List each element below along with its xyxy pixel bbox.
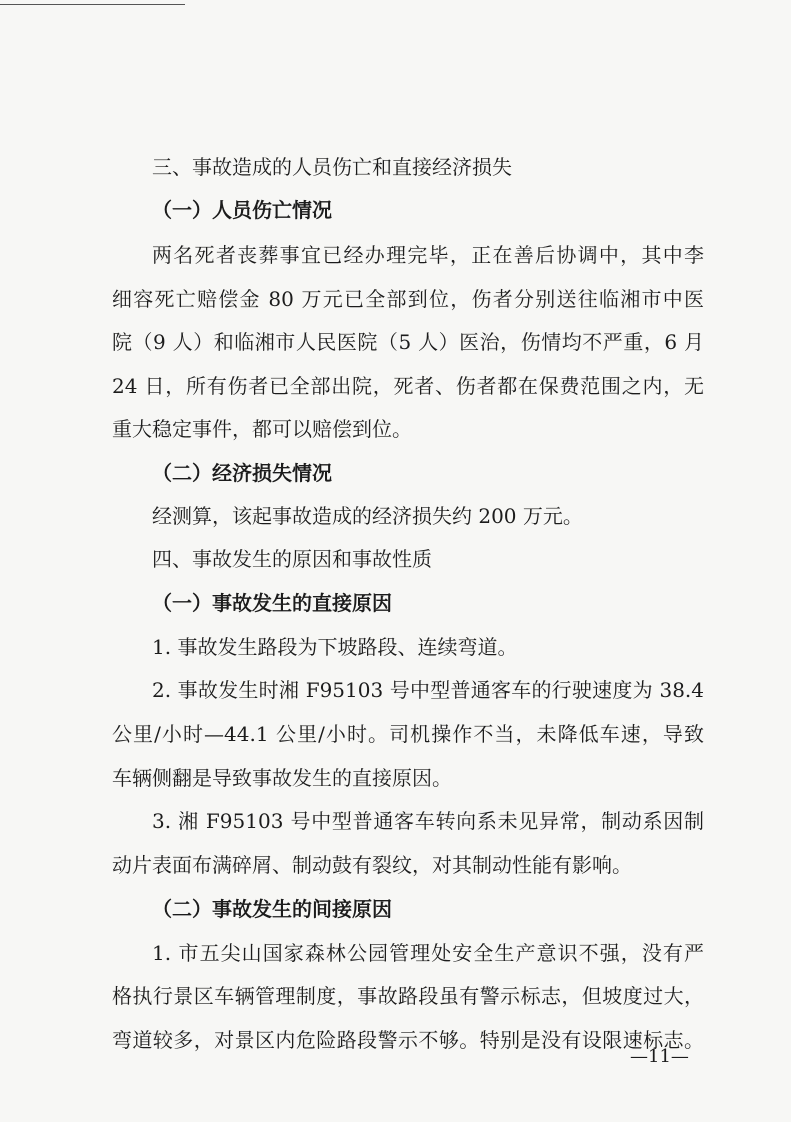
paragraph-line: 1. 事故发生路段为下坡路段、连续弯道。 [152,635,518,659]
paragraph-line: 1. 市五尖山国家森林公园管理处安全生产意识不强，没有严 [152,941,704,965]
paragraph-line: 2. 事故发生时湘 F95103 号中型普通客车的行驶速度为 38.4 [152,678,704,702]
section-heading-4: 四、事故发生的原因和事故性质 [152,547,432,571]
paragraph-line: 细容死亡赔偿金 80 万元已全部到位，伤者分别送往临湘市中医 [112,287,704,311]
paragraph-line: 经测算，该起事故造成的经济损失约 200 万元。 [152,504,583,528]
section-heading-3: 三、事故造成的人员伤亡和直接经济损失 [152,155,512,179]
paragraph-line: 3. 湘 F95103 号中型普通客车转向系未见异常，制动系因制 [152,809,704,833]
subsection-heading-3-1: （一）人员伤亡情况 [152,198,332,222]
paragraph-line: 公里/小时—44.1 公里/小时。司机操作不当，未降低车速，导致 [112,722,704,746]
subsection-heading-4-1: （一）事故发生的直接原因 [152,591,392,615]
paragraph-line: 格执行景区车辆管理制度，事故路段虽有警示标志，但坡度过大， [112,984,704,1008]
paragraph-line: 24 日，所有伤者已全部出院，死者、伤者都在保费范围之内，无 [112,374,704,398]
page-number: —11— [630,1046,689,1067]
subsection-heading-4-2: （二）事故发生的间接原因 [152,897,392,921]
paragraph-line: 重大稳定事件，都可以赔偿到位。 [112,417,412,441]
paragraph-line: 车辆侧翻是导致事故发生的直接原因。 [112,766,452,790]
paragraph-line: 院（9 人）和临湘市人民医院（5 人）医治，伤情均不严重，6 月 [112,330,704,354]
paragraph-line: 弯道较多，对景区内危险路段警示不够。特别是没有设限速标志。 [112,1028,704,1052]
paragraph-line: 动片表面布满碎屑、制动鼓有裂纹，对其制动性能有影响。 [112,853,632,877]
paragraph-line: 两名死者丧葬事宜已经办理完毕，正在善后协调中，其中李 [152,243,704,267]
subsection-heading-3-2: （二）经济损失情况 [152,461,332,485]
